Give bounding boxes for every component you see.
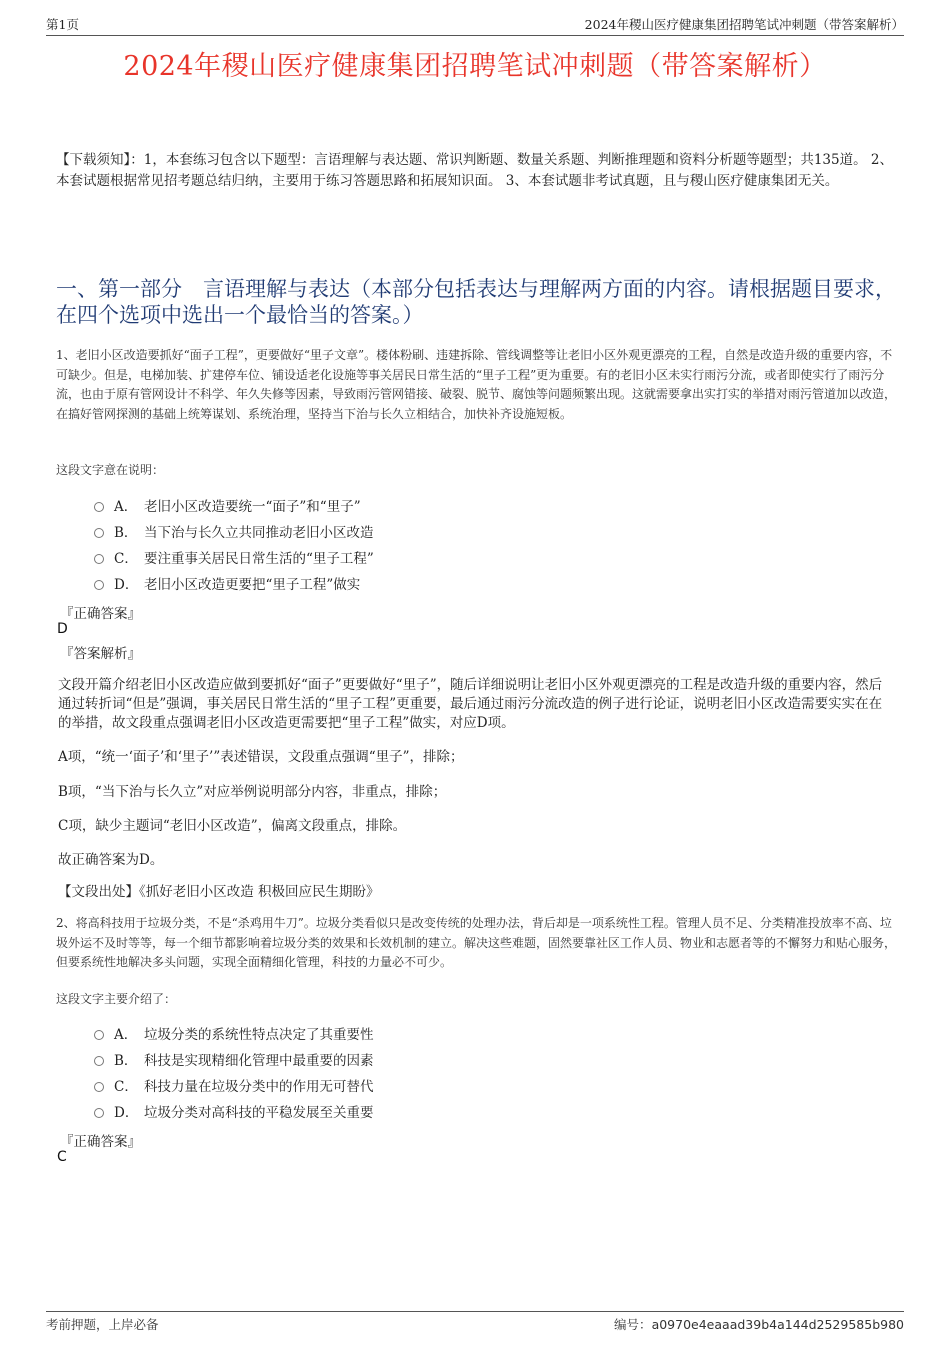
footer-note: 考前押题，上岸必备 (46, 1317, 159, 1332)
footer-code-value: a0970e4eaaad39b4a144d2529585b980 (651, 1317, 904, 1332)
radio-icon[interactable] (94, 502, 104, 512)
text-source: 【文段出处】《抓好老旧小区改造 积极回应民生期盼》 (58, 884, 380, 900)
analysis-conclusion: 故正确答案为D。 (58, 852, 164, 868)
radio-icon[interactable] (94, 1108, 104, 1118)
correct-answer-label: 『正确答案』 (60, 606, 141, 622)
question-2-options (94, 1020, 794, 1124)
question-2-text: 2、将高科技用于垃圾分类，不是“杀鸡用牛刀”。垃圾分类看似只是改变传统的处理办法，背后却是一项系统性工程。管理人员不足、分类精准投放率不高、垃圾外运不及时等等，每一个细节都影响着垃圾分类的效果和长效机制的建立。解决这些难题，固然要靠社区工作人员、物业和志愿者等的不懈努力和贴心服务，但要系统性地解决多头问题，实现全面精细化管理，科技的力量必不可少。 (56, 916, 897, 969)
radio-icon[interactable] (94, 580, 104, 590)
option-letter: B． (114, 1053, 138, 1069)
page-header (46, 15, 904, 36)
question-1-options (94, 492, 794, 596)
option-letter: D． (114, 1105, 139, 1121)
question-2-prompt: 这段文字主要介绍了： (56, 992, 177, 1006)
radio-icon[interactable] (94, 1082, 104, 1092)
footer-code-label: 编号： (614, 1317, 652, 1332)
option-letter: C． (114, 551, 138, 567)
analysis-option-a: A项，“统一‘面子’和‘里子’”表述错误，文段重点强调“里子”，排除； (58, 749, 464, 765)
option-b[interactable] (94, 1046, 794, 1072)
option-a[interactable] (94, 1020, 794, 1046)
option-a[interactable] (94, 492, 794, 518)
analysis-label: 『答案解析』 (60, 646, 141, 662)
radio-icon[interactable] (94, 1030, 104, 1040)
option-text: 要注重事关居民日常生活的“里子工程” (144, 551, 374, 567)
radio-icon[interactable] (94, 528, 104, 538)
option-text: 老旧小区改造要统一“面子”和“里子” (144, 499, 361, 515)
answer-analysis: 文段开篇介绍老旧小区改造应做到要抓好“面子”更要做好“里子”，随后详细说明让老旧小区外观更漂亮的工程是改造升级的重要内容，然后通过转折词“但是”强调，事关居民日常生活的“里子工程”更重要，最后通过雨污分流改造的例子进行论证，说明老旧小区改造需要实实在在的举措，故文段重点强调老旧小区改造更需要把“里子工程”做实，对应D项。 (58, 677, 883, 731)
radio-icon[interactable] (94, 554, 104, 564)
option-text: 科技是实现精细化管理中最重要的因素 (144, 1053, 374, 1069)
radio-icon[interactable] (94, 1056, 104, 1066)
download-notice: 【下载须知】：1，本套练习包含以下题型：言语理解与表达题、常识判断题、数量关系题、判断推理题和资料分析题等题型；共135道。 2、本套试题根据常见招考题总结归纳，主要用于练习答题思路和拓展知识面。 3、本套试题非考试真题，且与稷山医疗健康集团无关。 (56, 152, 893, 189)
option-d[interactable] (94, 1098, 794, 1124)
option-letter: D． (114, 577, 139, 593)
option-letter: B． (114, 525, 138, 541)
question-1-text: 1、老旧小区改造要抓好“面子工程”，更要做好“里子文章”。楼体粉刷、违建拆除、管线调整等让老旧小区外观更漂亮的工程，自然是改造升级的重要内容，不可缺少。但是，电梯加装、扩建停车位、铺设适老化设施等事关居民日常生活的“里子工程”更为重要。有的老旧小区未实行雨污分流，或者即使实行了雨污分流，也由于原有管网设计不科学、年久失修等因素，导致雨污管网错接、破裂、脱节、腐蚀等问题频繁出现。这就需要拿出实打实的举措对雨污管道加以改造，在搞好管网探测的基础上统筹谋划、系统治理，坚持当下治与长久立相结合，加快补齐设施短板。 (56, 348, 897, 421)
option-c[interactable] (94, 544, 794, 570)
option-text: 垃圾分类对高科技的平稳发展至关重要 (144, 1105, 374, 1121)
question-1-prompt: 这段文字意在说明： (56, 463, 165, 477)
option-letter: A． (114, 499, 138, 515)
section-title: 一、第一部分 言语理解与表达（本部分包括表达与理解两方面的内容。请根据题目要求，在四个选项中选出一个最恰当的答案。） (56, 277, 896, 327)
footer-code (614, 1315, 904, 1333)
option-letter: C． (114, 1079, 138, 1095)
option-text: 当下治与长久立共同推动老旧小区改造 (144, 525, 374, 541)
page-footer (46, 1311, 904, 1332)
option-letter: A． (114, 1027, 138, 1043)
correct-answer: D (57, 621, 68, 637)
option-b[interactable] (94, 518, 794, 544)
header-doc-title: 2024年稷山医疗健康集团招聘笔试冲刺题（带答案解析） (584, 17, 904, 32)
option-text: 科技力量在垃圾分类中的作用无可替代 (144, 1079, 374, 1095)
page-title: 2024年稷山医疗健康集团招聘笔试冲刺题（带答案解析） (123, 51, 827, 82)
option-text: 垃圾分类的系统性特点决定了其重要性 (144, 1027, 374, 1043)
option-d[interactable] (94, 570, 794, 596)
option-text: 老旧小区改造更要把“里子工程”做实 (144, 577, 361, 593)
option-c[interactable] (94, 1072, 794, 1098)
analysis-option-c: C项，缺少主题词“老旧小区改造”，偏离文段重点，排除。 (58, 818, 407, 834)
correct-answer: C (57, 1149, 67, 1165)
page-number: 第1页 (46, 17, 79, 32)
correct-answer-label: 『正确答案』 (60, 1134, 141, 1150)
analysis-option-b: B项，“当下治与长久立”对应举例说明部分内容，非重点，排除； (58, 784, 447, 800)
